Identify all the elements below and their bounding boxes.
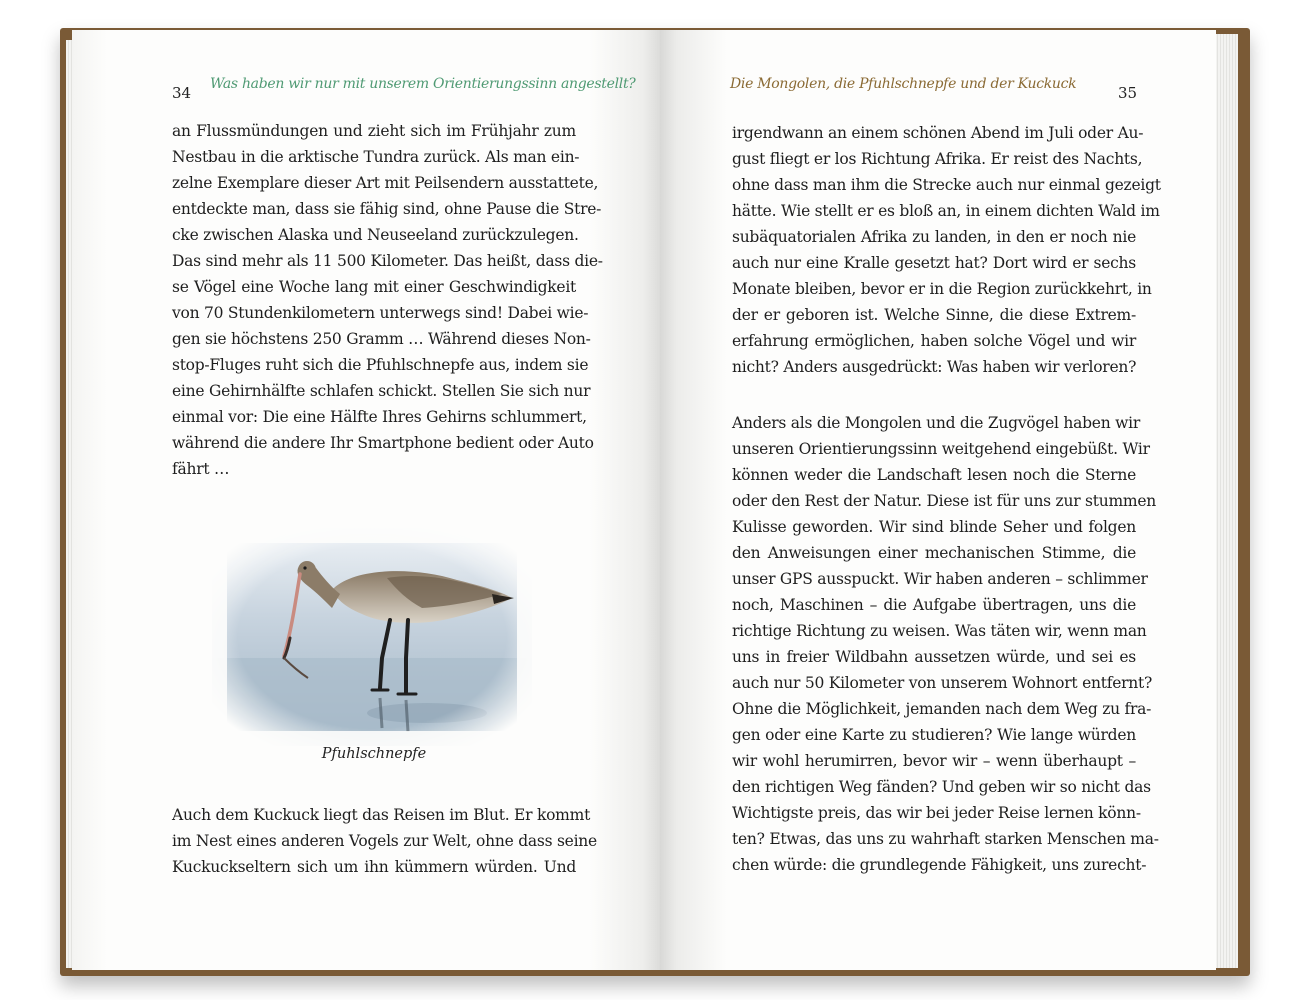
text-line: Auch dem Kuckuck liegt das Reisen im Blut. Er kommt (172, 806, 591, 824)
text-line: unser GPS ausspuckt. Wir haben anderen – schlimmer (732, 570, 1148, 588)
text-line: irgendwann an einem schönen Abend im Juli oder Au- (732, 124, 1144, 142)
photo-caption: Pfuhlschnepfe (321, 746, 427, 762)
text-line: ten? Etwas, das uns zu wahrhaft starken Menschen ma- (732, 830, 1159, 848)
text-line: stop-Fluges ruht sich die Pfuhlschnepfe aus, indem sie (172, 356, 589, 374)
text-line: Das sind mehr als 11 500 Kilometer. Das heißt, dass die- (172, 252, 603, 270)
page-number-right: 35 (1118, 84, 1138, 102)
text-line: richtige Richtung zu weisen. Was täten wir, wenn man (732, 622, 1147, 640)
text-line: noch, Maschinen – die Aufgabe übertragen, uns die (732, 596, 1136, 614)
text-line: fährt … (172, 460, 230, 478)
text-line: den richtigen Weg fänden? Und geben wir so nicht das (732, 778, 1151, 796)
text-line: auch nur eine Kralle gesetzt hat? Dort wird er sechs (732, 254, 1136, 272)
text-line: Ohne die Möglichkeit, jemanden nach dem Weg zu fra- (732, 700, 1152, 718)
text-line: von 70 Stundenkilometern unterwegs sind! Dabei wie- (172, 304, 589, 322)
text-line: wir wohl herumirren, bevor wir – wenn überhaupt – (732, 752, 1136, 770)
right-paragraph-1 (732, 120, 1161, 380)
text-line: gust fliegt er los Richtung Afrika. Er reist des Nachts, (732, 150, 1143, 168)
text-line: an Flussmündungen und zieht sich im Frühjahr zum (172, 122, 576, 140)
text-line: erfahrung ermöglichen, haben solche Vögel und wir (732, 332, 1136, 350)
text-line: gen oder eine Karte zu studieren? Wie lange würden (732, 726, 1136, 744)
text-line: Kuckuckseltern sich um ihn kümmern würden. Und (172, 858, 576, 876)
text-line: cke zwischen Alaska und Neuseeland zurückzulegen. (172, 226, 579, 244)
text-line: gen sie höchstens 250 Gramm … Während dieses Non- (172, 330, 591, 348)
text-line: können weder die Landschaft lesen noch die Sterne (732, 466, 1136, 484)
text-line: Monate bleiben, bevor er in die Region zurückkehrt, in (732, 280, 1152, 298)
text-line: oder den Rest der Natur. Diese ist für uns zur stummen (732, 492, 1157, 510)
text-line: se Vögel eine Woche lang mit einer Geschwindigkeit (172, 278, 576, 296)
text-line: Wichtigste preis, das wir bei jeder Reise lernen könn- (732, 804, 1141, 822)
godwit-photo (212, 528, 532, 746)
text-line: Kulisse geworden. Wir sind blinde Seher und folgen (732, 518, 1136, 536)
left-page (72, 30, 660, 970)
text-line: hätte. Wie stellt er es bloß an, in einem dichten Wald im (732, 202, 1160, 220)
text-line: unseren Orientierungssinn weitgehend eingebüßt. Wir (732, 440, 1150, 458)
text-line: zelne Exemplare dieser Art mit Peilsendern ausstattete, (172, 174, 599, 192)
text-line: entdeckte man, dass sie fähig sind, ohne Pause die Stre- (172, 200, 602, 218)
text-line: subäquatorialen Afrika zu landen, in den er noch nie (732, 228, 1136, 246)
text-line: den Anweisungen einer mechanischen Stimme, die (732, 544, 1136, 562)
text-line: auch nur 50 Kilometer von unserem Wohnort entfernt? (732, 674, 1153, 692)
left-paragraph-1 (172, 118, 603, 482)
text-line: Nestbau in die arktische Tundra zurück. Als man ein- (172, 148, 580, 166)
text-line: während die andere Ihr Smartphone bedient oder Auto (172, 434, 594, 452)
right-paragraph-2 (732, 410, 1159, 878)
running-head-left: Was haben wir nur mit unserem Orientierungssinn angestellt? (210, 76, 636, 92)
text-line: einmal vor: Die eine Hälfte Ihres Gehirns schlummert, (172, 408, 587, 426)
left-paragraph-2 (172, 802, 597, 880)
text-line: im Nest eines anderen Vogels zur Welt, ohne dass seine (172, 832, 597, 850)
running-head-right: Die Mongolen, die Pfuhlschnepfe und der Kuckuck (730, 76, 1077, 92)
text-line: ohne dass man ihm die Strecke auch nur einmal gezeigt (732, 176, 1161, 194)
right-page (660, 30, 1216, 970)
page-number-left: 34 (172, 84, 192, 102)
text-line: nicht? Anders ausgedrückt: Was haben wir verloren? (732, 358, 1137, 376)
text-line: chen würde: die grundlegende Fähigkeit, uns zurecht- (732, 856, 1147, 874)
text-line: uns in freier Wildbahn aussetzen würde, und sei es (732, 648, 1136, 666)
text-line: der er geboren ist. Welche Sinne, die diese Extrem- (732, 306, 1136, 324)
text-line: eine Gehirnhälfte schlafen schickt. Stellen Sie sich nur (172, 382, 591, 400)
text-line: Anders als die Mongolen und die Zugvögel haben wir (732, 414, 1140, 432)
